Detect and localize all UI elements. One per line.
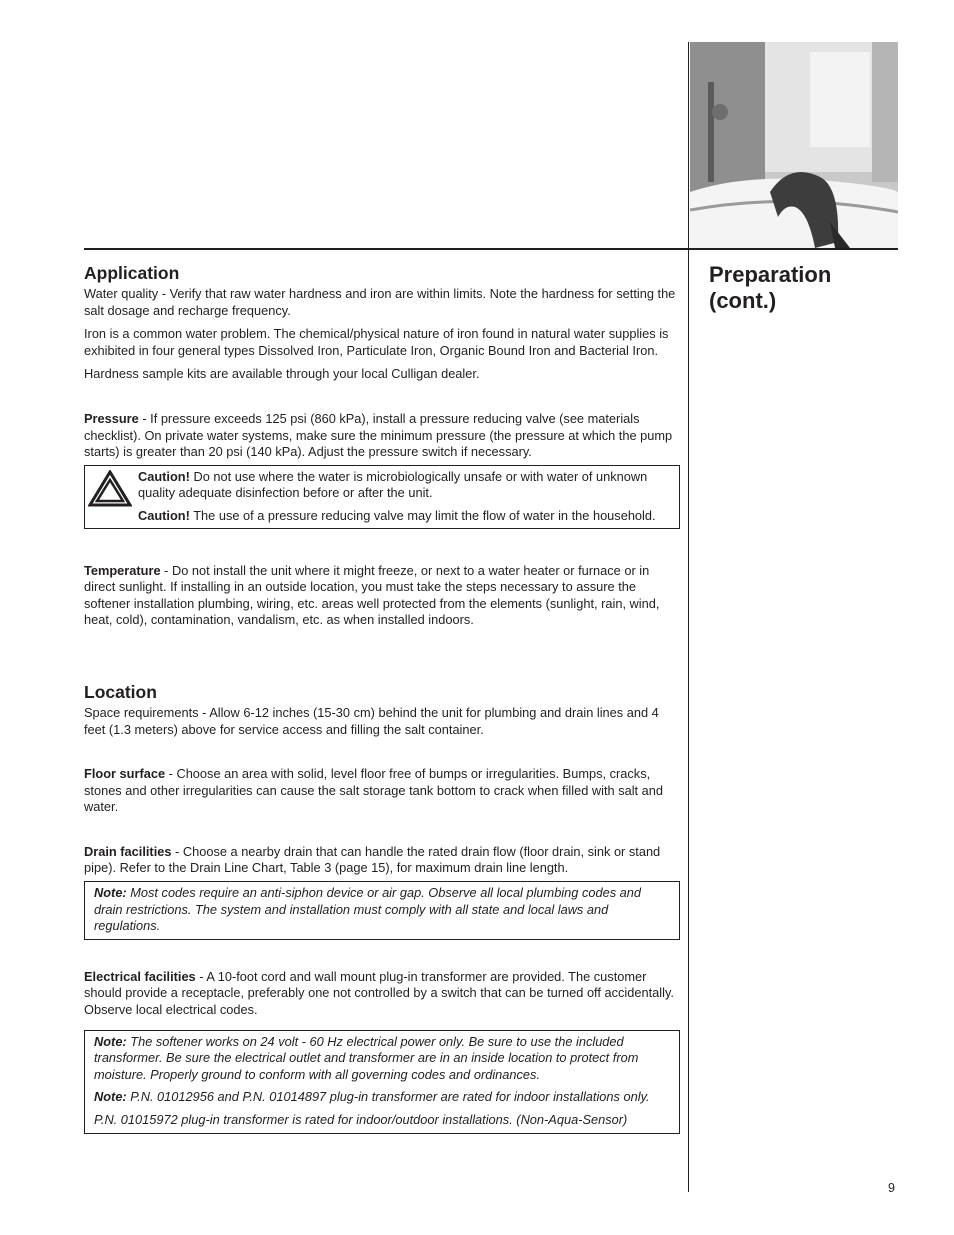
caution-label: Caution! [138,507,190,523]
electrical-facilities-label: Electrical facilities [84,968,196,984]
electrical-facilities-text: - A 10-foot cord and wall mount plug-in transformer are provided. The customer should provide a receptacle, preferably one not controlled by a switch that can be turned off accidentally. Observe local electrical codes. [84,968,674,1018]
water-quality-paragraph: Water quality - Verify that raw water hardness and iron are within limits. Note the hardness for setting the salt dosage and recharge frequency. [84,286,676,318]
column-rule [688,42,689,1192]
transformer-indoor-note [94,1089,671,1106]
floor-surface-label: Floor surface [84,766,166,782]
electrical-note-box [84,1030,680,1134]
iron-paragraph: Iron is a common water problem. The chemical/physical nature of iron found in natural water supplies is exhibited in four general types Dissolved Iron, Particulate Iron, Organic Bound Iron and Bacterial Iron. [84,326,669,358]
space-requirements-paragraph: Space requirements - Allow 6-12 inches (15-30 cm) behind the unit for plumbing and drain lines and 4 feet (1.3 meters) above for service access and filling the salt container. [84,704,659,737]
temperature-label: Temperature [84,562,161,578]
pressure-label: Pressure [84,410,139,426]
temperature-paragraph [84,563,680,629]
transformer-outdoor-note: P.N. 01015972 plug-in transformer is rated for indoor/outdoor installations. (Non-Aqua-Sensor) [94,1112,628,1127]
note-text: P.N. 01012956 and P.N. 01014897 plug-in transformer are rated for indoor installations only. [126,1089,650,1105]
plumbing-note-box [84,881,680,940]
caution-label: Caution! [138,468,190,484]
temperature-text: - Do not install the unit where it might freeze, or next to a water heater or furnace or in direct sunlight. If installing in an outside location, you must take the steps necessary to assure the softener installation plumbing, wiring, etc. areas well protected from the elements (sunlight, rain, wind, heat, cold), contamination, vandalism, etc. as when installed indoors. [84,562,660,628]
caution-box [84,465,680,529]
note-label: Note: [94,885,127,901]
electrical-facilities-paragraph [84,969,680,1019]
location-heading: Location [84,681,157,702]
caution-text: Do not use where the water is microbiologically unsafe or with water of unknown quality adequate disinfection before or after the unit. [138,468,648,501]
application-heading: Application [84,263,180,283]
bathtub-photo [690,42,898,248]
drain-facilities-paragraph [84,844,680,877]
header-rule [84,248,898,250]
note-text: Most codes require an anti-siphon device or air gap. Observe all local plumbing codes and drain restrictions. The system and installation must comply with all state and local laws and regulations. [94,885,641,934]
drain-facilities-label: Drain facilities [84,843,172,859]
note-text: The softener works on 24 volt - 60 Hz electrical power only. Be sure to use the included transformer. Be sure the electrical outlet and transformer are in an inside location to protect from moisture. Properly ground to conform with all governing codes and ordinances. [94,1033,639,1082]
caution-pressure-valve [138,508,671,525]
main-content [84,262,680,1134]
hardness-kits-paragraph: Hardness sample kits are available through your local Culligan dealer. [84,366,480,382]
caution-text: The use of a pressure reducing valve may limit the flow of water in the household. [189,507,656,523]
floor-surface-paragraph [84,766,680,816]
caution-microbiological [138,469,671,502]
note-label: Note: [94,1033,127,1049]
plumbing-note [94,885,671,935]
section-title: Preparation (cont.) [709,262,832,313]
drain-facilities-text: - Choose a nearby drain that can handle the rated drain flow (floor drain, sink or stand pipe). Refer to the Drain Line Chart, Table 3 (page 15), for maximum drain line length. [84,843,661,876]
floor-surface-text: - Choose an area with solid, level floor free of bumps or irregularities. Bumps, cracks, stones and other irregularities can cause the salt storage tank bottom to crack when filled with salt and water. [84,766,664,815]
note-label: Note: [94,1089,127,1105]
pressure-paragraph [84,411,680,461]
bathtub-image [690,42,898,248]
page-number: 9 [888,1181,895,1195]
electrical-power-note [94,1034,671,1084]
pressure-text: - If pressure exceeds 125 psi (860 kPa), install a pressure reducing valve (see materials checklist). On private water systems, make sure the minimum pressure (the pressure at which the pump starts) is greater than 20 psi (140 kPa). Adjust the pressure switch if necessary. [84,410,673,460]
warning-triangle-icon [88,470,132,508]
